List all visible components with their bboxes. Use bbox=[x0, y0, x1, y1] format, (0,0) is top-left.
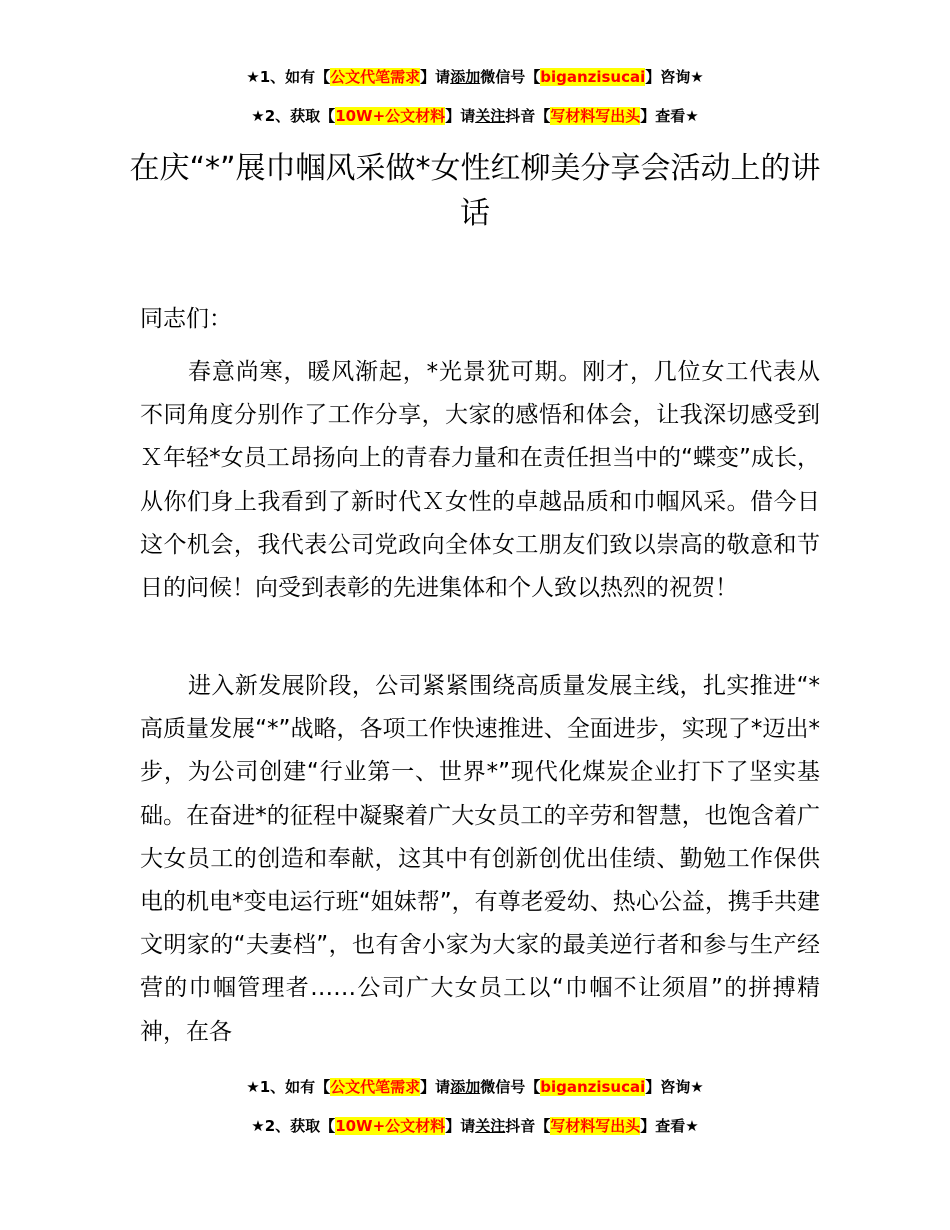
promo-underlined-action: 添加 bbox=[450, 68, 481, 86]
header-promo-line-1 bbox=[0, 66, 950, 88]
promo-highlight-materials: 10W+公文材料 bbox=[335, 107, 446, 125]
body-paragraph-2: 进入新发展阶段，公司紧紧围绕高质量发展主线，扎实推进“*高质量发展“*”战略，各项工作快速推进、全面进步，实现了*迈出*步，为公司创建“行业第一、世界*”现代化煤炭企业打下了坚实基础。在奋进*的征程中凝聚着广大女员工的辛劳和智慧，也饱含着广大女员工的创造和奉献，这其中有创新创优出佳绩、勤勉工作保供电的机电*变电运行班“姐妹帮”，有尊老爱幼、热心公益，携手共建文明家的“夫妻档”，也有舍小家为大家的最美逆行者和参与生产经营的巾帼管理者……公司广大女员工以“巾帼不让须眉”的拼搏精神，在各 bbox=[140, 673, 820, 1045]
document-title: 在庆“*”展巾帼风采做*女性红柳美分享会活动上的讲话 bbox=[129, 151, 821, 231]
promo-highlight-douyin-id: 写材料写出头 bbox=[550, 107, 641, 125]
promo-underlined-action: 添加 bbox=[450, 1078, 481, 1096]
promo-suffix: 】咨询★ bbox=[645, 1078, 704, 1096]
promo-highlight-wechat-id: biganzisucai bbox=[540, 68, 646, 86]
promo-prefix: ★1、如有【 bbox=[246, 1078, 331, 1096]
promo-highlight-service: 公文代笔需求 bbox=[330, 1078, 421, 1096]
promo-highlight-service: 公文代笔需求 bbox=[330, 68, 421, 86]
promo-text: 微信号【 bbox=[480, 1078, 541, 1096]
promo-suffix: 】咨询★ bbox=[645, 68, 704, 86]
promo-text: 微信号【 bbox=[480, 68, 541, 86]
body-paragraph-1: 春意尚寒，暖风渐起，*光景犹可期。刚才，几位女工代表从不同角度分别作了工作分享，大家的感悟和体会，让我深切感受到Ｘ年轻*女员工昂扬向上的青春力量和在责任担当中的“蝶变”成长，从你们身上我看到了新时代Ｘ女性的卓越品质和巾帼风采。借今日这个机会，我代表公司党政向全体女工朋友们致以崇高的敬意和节日的问候！向受到表彰的先进集体和个人致以热烈的祝贺！ bbox=[140, 359, 820, 602]
footer-promo-line-2 bbox=[0, 1115, 950, 1137]
promo-underlined-action: 关注 bbox=[475, 1117, 506, 1135]
promo-text: 抖音【 bbox=[505, 1117, 551, 1135]
promo-prefix: ★2、获取【 bbox=[251, 1117, 336, 1135]
promo-underlined-action: 关注 bbox=[475, 107, 506, 125]
footer-promo-line-1 bbox=[0, 1076, 950, 1098]
promo-suffix: 】查看★ bbox=[640, 1117, 699, 1135]
promo-prefix: ★2、获取【 bbox=[251, 107, 336, 125]
promo-text: 抖音【 bbox=[505, 107, 551, 125]
salutation: 同志们： bbox=[140, 306, 232, 332]
promo-prefix: ★1、如有【 bbox=[246, 68, 331, 86]
promo-text: 】请 bbox=[445, 1117, 476, 1135]
promo-highlight-douyin-id: 写材料写出头 bbox=[550, 1117, 641, 1135]
promo-highlight-materials: 10W+公文材料 bbox=[335, 1117, 446, 1135]
promo-suffix: 】查看★ bbox=[640, 107, 699, 125]
header-promo-line-2 bbox=[0, 105, 950, 127]
promo-highlight-wechat-id: biganzisucai bbox=[540, 1078, 646, 1096]
promo-text: 】请 bbox=[420, 68, 451, 86]
promo-text: 】请 bbox=[420, 1078, 451, 1096]
promo-text: 】请 bbox=[445, 107, 476, 125]
